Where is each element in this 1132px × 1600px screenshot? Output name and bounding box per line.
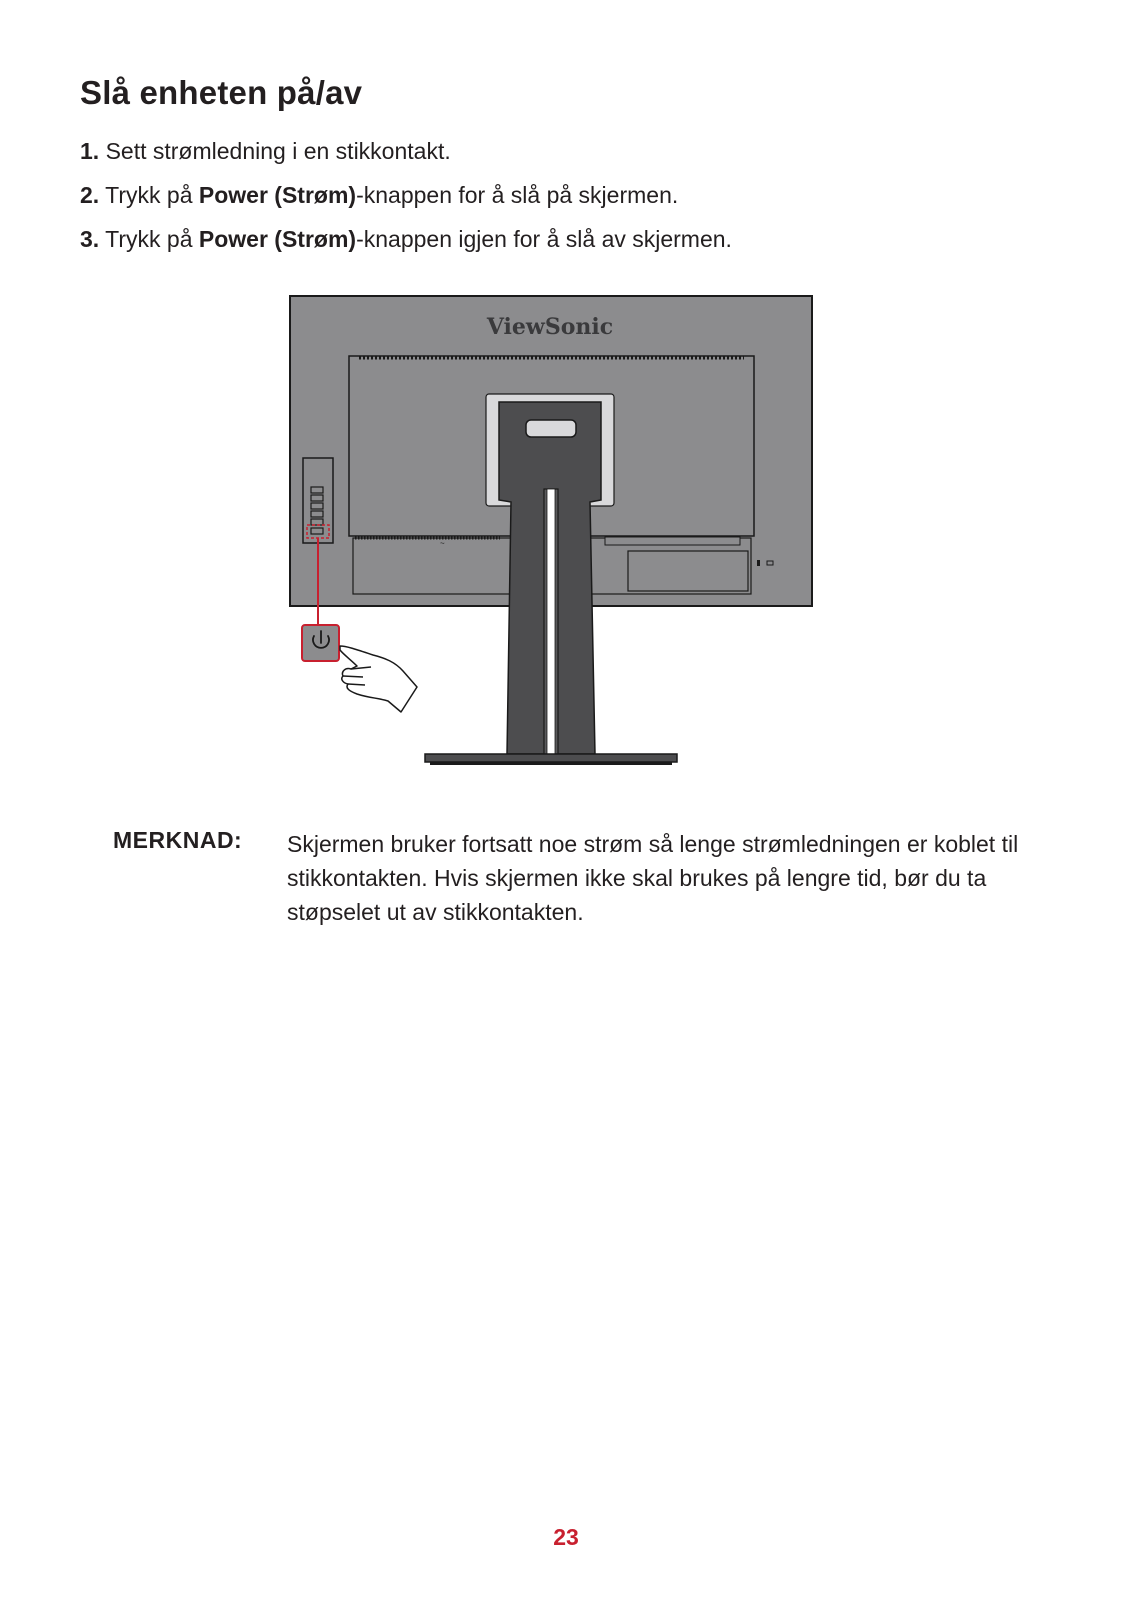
step-number: 2. bbox=[80, 182, 100, 208]
steps-list bbox=[80, 137, 732, 269]
port-cover bbox=[628, 551, 748, 591]
step-item bbox=[80, 225, 732, 269]
step-text: Trykk på bbox=[99, 226, 199, 252]
page-number: 23 bbox=[553, 1524, 579, 1550]
step-emphasis: Power (Strøm) bbox=[198, 182, 357, 208]
step-text: -knappen igjen for å slå av skjermen. bbox=[356, 226, 732, 252]
step-item bbox=[80, 137, 732, 181]
page-title: Slå enheten på/av bbox=[80, 74, 363, 111]
step-number: 1. bbox=[80, 138, 100, 164]
pointing-hand-icon bbox=[340, 646, 417, 712]
note-label: MERKNAD: bbox=[113, 827, 243, 853]
svg-text:~: ~ bbox=[440, 539, 445, 548]
brand-logo: ViewSonic bbox=[486, 314, 614, 340]
port-row bbox=[605, 537, 740, 545]
stand-base bbox=[425, 754, 677, 762]
step-text: Sett strømledning i en stikkontakt. bbox=[99, 138, 451, 164]
step-text: Trykk på bbox=[99, 182, 199, 208]
step-emphasis: Power (Strøm) bbox=[198, 226, 357, 252]
note-text: Skjermen bruker fortsatt noe strøm så lenge strømledningen er koblet til stikkontakten. Hvis skjermen ikke skal brukes på lengre tid, bør du ta støpselet ut av stikkontakten. bbox=[287, 831, 1019, 925]
step-item bbox=[80, 181, 732, 225]
step-text: -knappen for å slå på skjermen. bbox=[356, 182, 679, 208]
stand-handle bbox=[526, 420, 576, 437]
monitor-illustration bbox=[285, 294, 820, 794]
step-number: 3. bbox=[80, 226, 100, 252]
